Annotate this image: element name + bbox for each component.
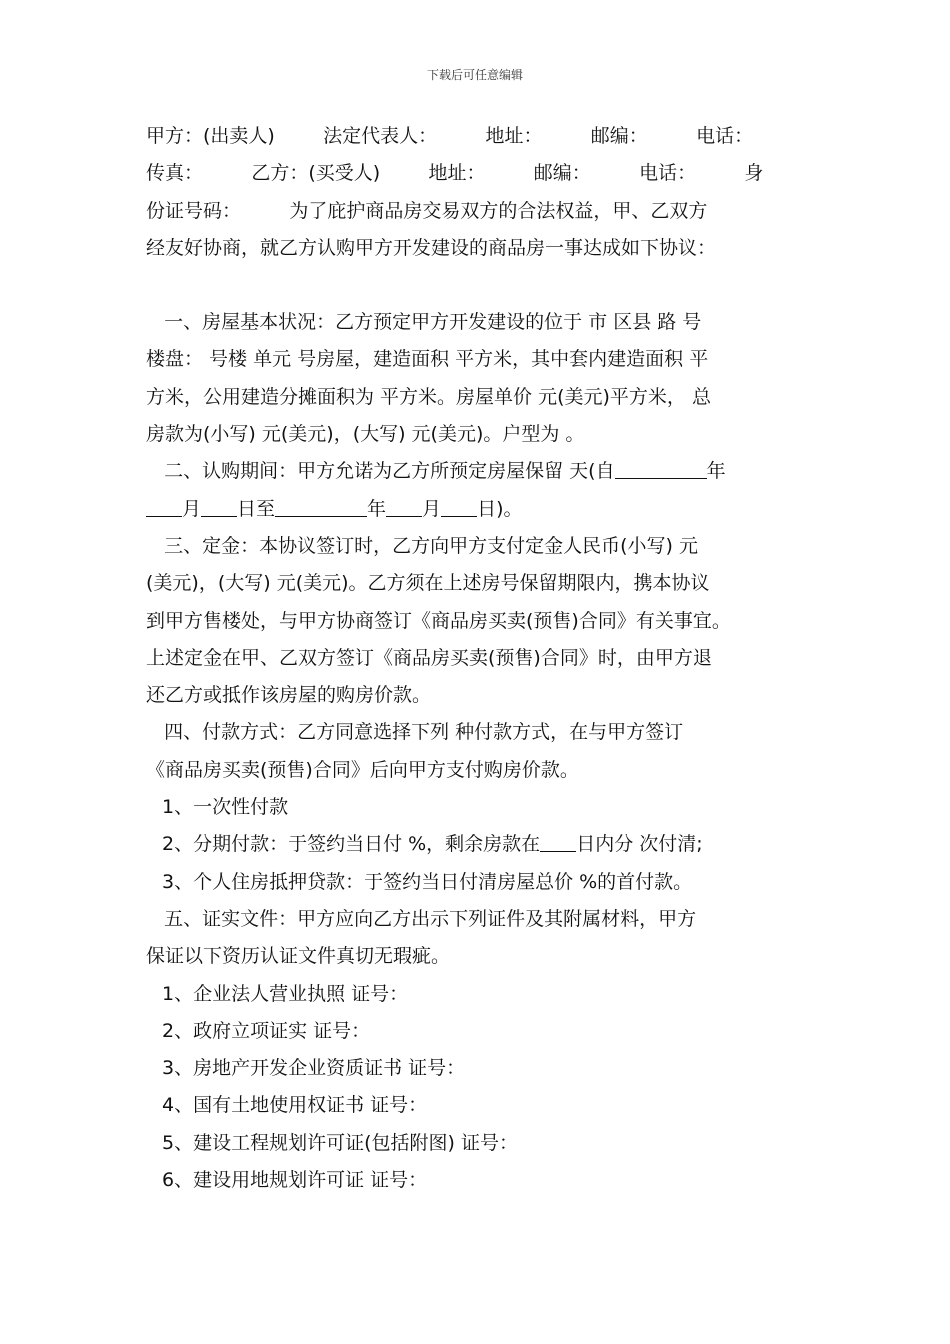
intro-line-1: 甲方：(出卖人) 法定代表人： 地址： 邮编： 电话：	[146, 125, 754, 147]
section-1-line-3: 方米，公用建造分摊面积为 平方米。房屋单价 元(美元)平方米， 总	[146, 385, 711, 408]
day-to-label: 日至	[237, 497, 276, 520]
section-4-line-2: 《商品房买卖(预售)合同》后向甲方支付购房价款。	[146, 758, 579, 781]
section-3-line-4: 上述定金在甲、乙双方签订《商品房买卖(预售)合同》时，由甲方退	[146, 646, 712, 669]
section-2-text: 二、认购期间：甲方允诺为乙方所预定房屋保留 天(自	[146, 460, 615, 483]
section-3-line-3: 到甲方售楼处，与甲方协商签订《商品房买卖(预售)合同》有关事宜。	[146, 609, 731, 632]
intro-line-2: 传真： 乙方：(买受人) 地址： 邮编： 电话： 身	[146, 162, 764, 185]
blank-underline	[540, 832, 576, 852]
month-label: 月	[182, 497, 202, 520]
section-3-line-5: 还乙方或抵作该房屋的购房价款。	[146, 684, 432, 707]
contract-body	[146, 118, 816, 1199]
payment-option-3: 3、个人住房抵押贷款：于签约当日付清房屋总价 %的首付款。	[162, 870, 693, 893]
section-1-line-2: 楼盘： 号楼 单元 号房屋，建造面积 平方米，其中套内建造面积 平	[146, 348, 709, 371]
section-1-line-1: 一、房屋基本状况：乙方预定甲方开发建设的位于 市 区县 路 号	[146, 311, 702, 334]
section-2-year-label: 年	[706, 460, 726, 483]
section-5-line-2: 保证以下资历认证文件真切无瑕疵。	[146, 945, 451, 968]
document-item-3: 3、房地产开发企业资质证书 证号：	[162, 1057, 466, 1080]
day-end-label: 日)。	[477, 497, 523, 520]
document-item-4: 4、国有土地使用权证书 证号：	[162, 1094, 428, 1117]
section-1-line-4: 房款为(小写) 元(美元)，(大写) 元(美元)。户型为 。	[146, 423, 585, 446]
blank-underline	[615, 459, 707, 479]
document-item-1: 1、企业法人营业执照 证号：	[162, 982, 409, 1005]
payment-option-2	[146, 826, 816, 863]
payment-option-2-text: 2、分期付款：于签约当日付 %，剩余房款在	[162, 833, 541, 856]
intro-line-4: 经友好协商，就乙方认购甲方开发建设的商品房一事达成如下协议：	[146, 236, 717, 259]
month-label-2: 月	[422, 497, 442, 520]
year-label: 年	[367, 497, 387, 520]
section-3-line-1: 三、定金：本协议签订时，乙方向甲方支付定金人民币(小写) 元	[146, 534, 698, 557]
section-5-line-1: 五、证实文件：甲方应向乙方出示下列证件及其附属材料，甲方	[146, 907, 697, 930]
payment-option-2-tail: 日内分 次付清;	[576, 833, 703, 856]
payment-option-1: 1、一次性付款	[162, 796, 289, 819]
blank-underline	[441, 497, 477, 517]
blank-underline	[201, 497, 237, 517]
page-header-caption: 下载后可任意编辑	[426, 68, 523, 82]
intro-line-3: 份证号码： 为了庇护商品房交易双方的合法权益，甲、乙双方	[146, 199, 708, 222]
document-item-2: 2、政府立项证实 证号：	[162, 1019, 371, 1042]
section-spacer	[146, 267, 816, 304]
section-4-line-1: 四、付款方式：乙方同意选择下列 种付款方式，在与甲方签订	[146, 721, 684, 744]
blank-underline	[386, 497, 422, 517]
document-item-6: 6、建设用地规划许可证 证号：	[162, 1169, 428, 1192]
section-2-line-2	[146, 491, 816, 528]
section-3-line-2: (美元)，(大写) 元(美元)。乙方须在上述房号保留期限内，携本协议	[146, 572, 710, 595]
blank-underline	[275, 497, 367, 517]
blank-underline	[146, 497, 182, 517]
section-2-line-1	[146, 453, 816, 490]
document-item-5: 5、建设工程规划许可证(包括附图) 证号：	[162, 1131, 518, 1154]
